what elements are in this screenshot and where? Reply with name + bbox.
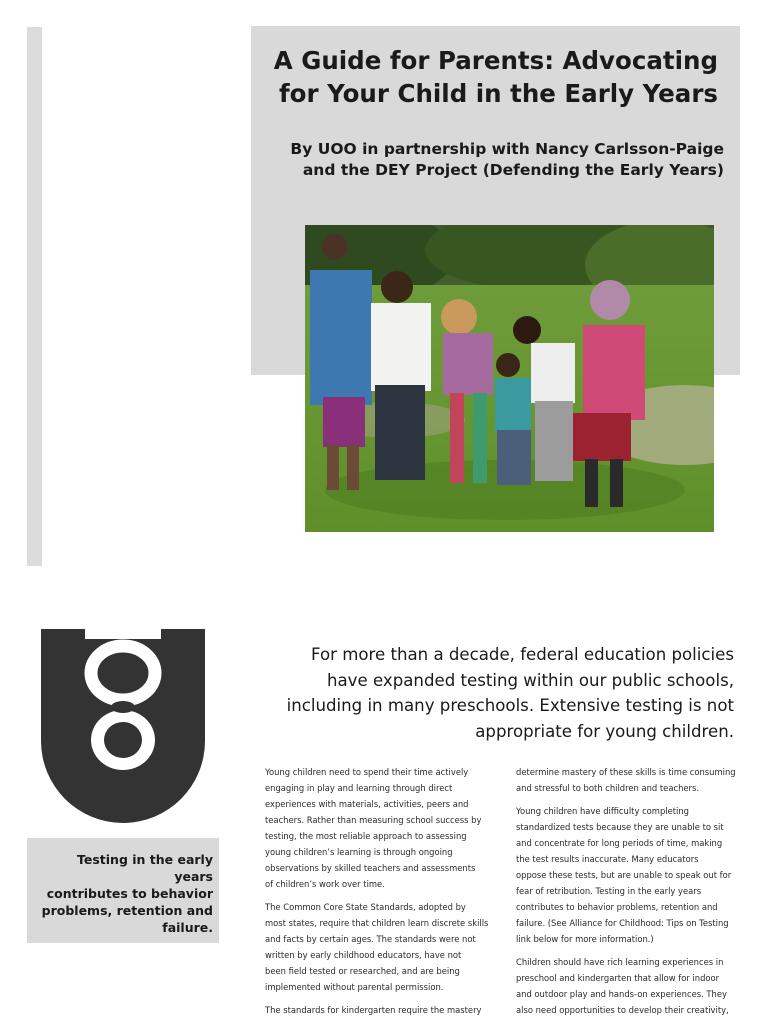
children-playing-photo [305,225,714,532]
body-line: The standards for kindergarten require the mastery [265,1005,482,1015]
body-line: of children’s work over time. [265,879,385,889]
body-column-right [516,764,744,1024]
body-line: The Common Core State Standards, adopted by [265,902,466,912]
body-line: standardized tests because they are unable to sit [516,822,724,832]
body-line: experiences with materials, activities, peers and [265,799,469,809]
body-line: implemented without parental permission. [265,982,444,992]
body-line: and outdoor play and hands-on experiences. They [516,989,727,999]
body-paragraph [265,899,493,995]
body-line: fear of retribution. Testing in the early years [516,886,702,896]
body-line: and facts by certain ages. The standards were not [265,934,476,944]
body-line: link below for more information.) [516,934,654,944]
title-line: for Your Child in the Early Years [279,79,718,108]
body-paragraph [265,764,493,892]
byline [262,139,724,181]
uoo-logo [41,629,205,823]
body-line: written by early childhood educators, have not [265,950,462,960]
body-line: teachers. Rather than measuring school success by [265,815,482,825]
intro-line: have expanded testing within our public schools, [327,670,734,690]
page-title [262,44,718,110]
callout-line: failure. [162,920,213,935]
callout-line: Testing in the early years [77,852,213,884]
body-line: observations by skilled teachers and assessments [265,863,476,873]
title-line: A Guide for Parents: Advocating [273,46,718,75]
body-line: been field tested or researched, and are being [265,966,460,976]
callout-line: problems, retention and [41,903,213,918]
body-line: also need opportunities to develop their creativity, [516,1005,729,1015]
body-column-left [265,764,493,1024]
body-paragraph [516,803,744,947]
callout-line: contributes to behavior [46,886,213,901]
intro-statement [270,642,734,744]
intro-line: For more than a decade, federal education policies [311,645,734,664]
body-line: young children’s learning is through ongoing [265,847,453,857]
intro-line: appropriate for young children. [475,721,734,741]
body-paragraph [265,1002,493,1018]
byline-line: and the DEY Project (Defending the Early Years) [302,161,724,179]
body-line: failure. (See Alliance for Childhood: Tips on Testing [516,918,729,928]
body-line: the test results inaccurate. Many educators [516,854,699,864]
body-line: Young children have difficulty completing [516,806,689,816]
callout-text [36,851,213,936]
body-line: most states, require that children learn discrete skills [265,918,489,928]
body-line: Young children need to spend their time actively [265,767,469,777]
body-line: and stressful to both children and teachers. [516,783,699,793]
body-line: preschool and kindergarten that allow for indoor [516,973,720,983]
body-line: engaging in play and learning through direct [265,783,453,793]
body-line: testing, the most reliable approach to assessing [265,831,467,841]
body-line: determine mastery of these skills is time consuming [516,767,736,777]
byline-line: By UOO in partnership with Nancy Carlsson-Paige [290,140,724,158]
body-line: Children should have rich learning experiences in [516,957,724,967]
body-paragraph [516,954,744,1018]
body-line: contributes to behavior problems, retention and [516,902,718,912]
body-line: and concentrate for long periods of time, making [516,838,723,848]
body-line: oppose these tests, but are unable to speak out for [516,870,732,880]
decorative-side-bar [27,27,42,566]
intro-line: including in many preschools. Extensive testing is not [286,696,734,715]
body-paragraph [516,764,744,796]
